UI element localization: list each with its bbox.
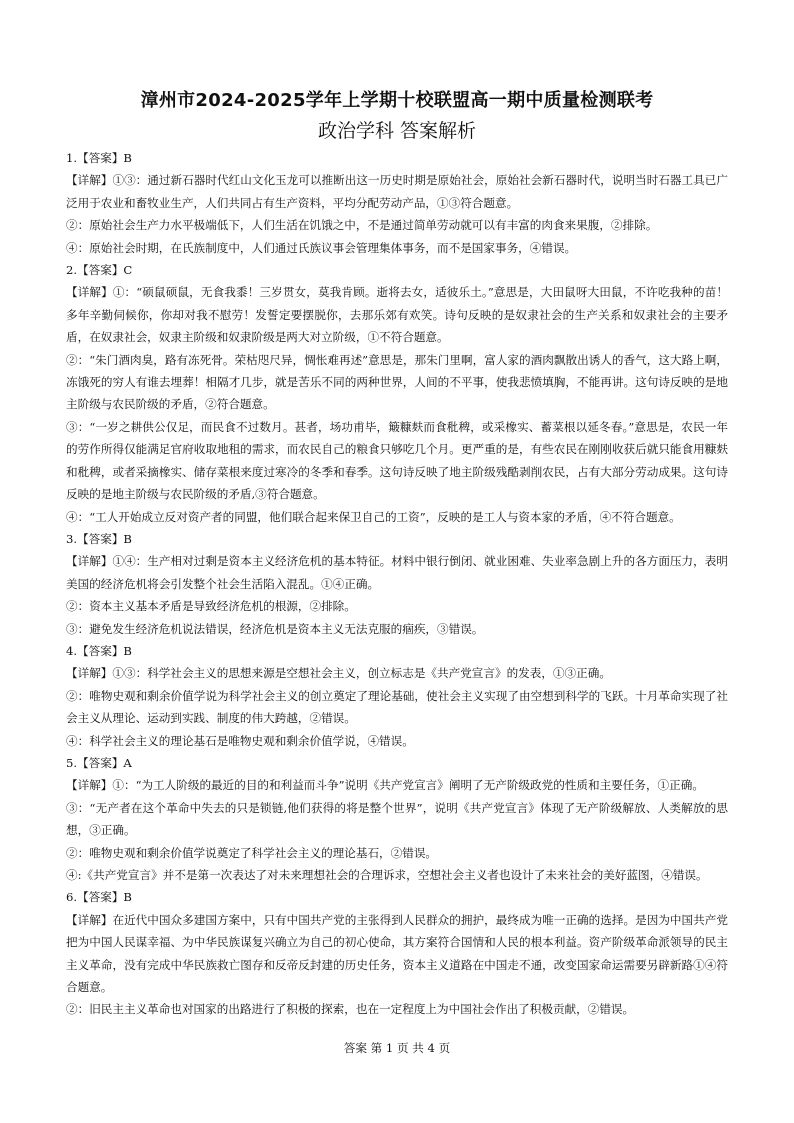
q6-explanation: 【详解】在近代中国众多建国方案中，只有中国共产党的主张得到人民群众的拥护，最终成为唯一正确的选择。是因为中国共产党把为中国人民谋幸福、为中华民族谋复兴确立为自己的初心使命，其方案符合国情和人民的根本利益。资产阶级革命派领导的民主主义革命，没有完成中华民族救亡图存和反帝反封建的历史任务，资本主义道路在中国走不通，改变国家命运需要另辟新路①④符合题意。 [66,912,728,995]
document-subtitle: 政治学科 答案解析 [317,120,477,142]
q2-option-analysis: ②：“朱门酒肉臭，路有冻死骨。荣枯咫尺异，惆怅难再述”意思是，那朱门里啊，富人家的酒肉飘散出诱人的香气，这大路上啊，冻饿死的穷人有谁去埋葬！相隔才几步，就是苦乐不同的两种世界，人间的不平事，使我悲愤填胸，不能再讲。这句诗反映的是地主阶级与农民阶级的矛盾，②符合题意。 [66,352,728,412]
q5-option-analysis: ③：“无产者在这个革命中失去的只是锁链,他们获得的将是整个世界”，说明《共产党宣言》体现了无产阶级解放、人类解放的思想，③正确。 [66,800,728,838]
q3-option-analysis: ②：资本主义基本矛盾是导致经济危机的根源，②排除。 [66,599,356,614]
q1-answer: 1.【答案】B [66,151,132,165]
q4-answer: 4.【答案】B [66,643,132,658]
q4-option-analysis: ②：唯物史观和剩余价值学说为科学社会主义的创立奠定了理论基础，使社会主义实现了由空想到科学的飞跃。十月革命实现了社会主义从理论、运动到实践、制度的伟大跨越，②错误。 [66,688,728,726]
q4-option-analysis: ④：科学社会主义的理论基石是唯物史观和剩余价值学说，④错误。 [66,733,414,748]
q2-option-analysis: ③：“一岁之耕供公仅足，而民食不过数月。甚者，场功甫毕，簸糠麸而食秕稗，或采橡实、蓄菜根以延冬春。”意思是，农民一年的劳作所得仅能满足官府收取地租的需求，而农民自己的粮食只够吃几个月。更严重的是，有些农民在刚刚收获后就只能食用糠麸和秕稗，或者采摘橡实、储存菜根来度过寒冷的冬季和春季。这句诗反映了地主阶级残酷剥削农民，占有大部分劳动成果。这句诗反映的是地主阶级与农民阶级的矛盾,③符合题意。 [66,419,728,502]
q4-explanation: 【详解】①③：科学社会主义的思想来源是空想社会主义，创立标志是《共产党宣言》的发表，①③正确。 [66,666,611,681]
q2-answer: 2.【答案】C [66,263,133,278]
q5-option-analysis: ④:《共产党宣言》并不是第一次表达了对未来理想社会的合理诉求，空想社会主义者也设计了未来社会的美好蓝图，④错误。 [66,868,708,882]
q3-explanation: 【详解】①④：生产相对过剩是资本主义经济危机的基本特征。材料中银行倒闭、就业困难、失业率急剧上升的各方面压力，表明美国的经济危机将会引发整个社会生活陷入混乱。①④正确。 [66,554,728,591]
q6-option-analysis: ②：旧民主主义革命也对国家的出路进行了积极的探索，也在一定程度上为中国社会作出了积极贡献，②错误。 [66,1002,635,1017]
document-title: 漳州市2024-2025学年上学期十校联盟高一期中质量检测联考 [140,90,654,111]
q6-answer: 6.【答案】B [66,890,132,905]
q5-option-analysis: ②：唯物史观和剩余价值学说奠定了科学社会主义的理论基石，②错误。 [66,845,438,860]
q5-answer: 5.【答案】A [66,755,132,770]
q2-option-analysis: ④：“工人开始成立反对资产者的同盟，他们联合起来保卫自己的工资”，反映的是工人与资本家的矛盾，④不符合题意。 [66,509,681,524]
q5-explanation: 【详解】①：“为工人阶级的最近的目的和利益而斗争”说明《共产党宣言》阐明了无产阶级政党的性质和主要任务，①正确。 [66,778,704,793]
page-number-footer: 答案 第 1 页 共 4 页 [343,1041,451,1055]
q3-option-analysis: ③：避免发生经济危机说法错误，经济危机是资本主义无法克服的痼疾，③错误。 [66,621,484,636]
q1-option-analysis: ②：原始社会生产力水平极端低下，人们生活在饥饿之中，不是通过简单劳动就可以有丰富的肉食来果腹，②排除。 [66,218,658,233]
q1-explanation: 【详解】①③：通过新石器时代红山文化玉龙可以推断出这一历史时期是原始社会，原始社会新石器时代，说明当时石器工具已广泛用于农业和畜牧业生产，人们共同占有生产资料，平均分配劳动产品，①③符合题意。 [66,173,728,210]
q3-answer: 3.【答案】B [66,531,132,546]
answer-content [66,147,728,1021]
q2-explanation: 【详解】①：“硕鼠硕鼠，无食我黍！三岁贯女，莫我肯顾。逝将去女，适彼乐土。”意思是，大田鼠呀大田鼠，不许吃我种的苗！多年辛勤伺候你，你却对我不慰劳！发誓定要摆脱你，去那乐郊有欢笑。诗句反映的是奴隶社会的生产关系和奴隶社会的主要矛盾，在奴隶社会，奴隶主阶级和奴隶阶级是两大对立阶级，①不符合题意。 [66,285,728,345]
q1-option-analysis: ④：原始社会时期，在氏族制度中，人们通过氏族议事会管理集体事务，而不是国家事务，④错误。 [66,240,577,255]
